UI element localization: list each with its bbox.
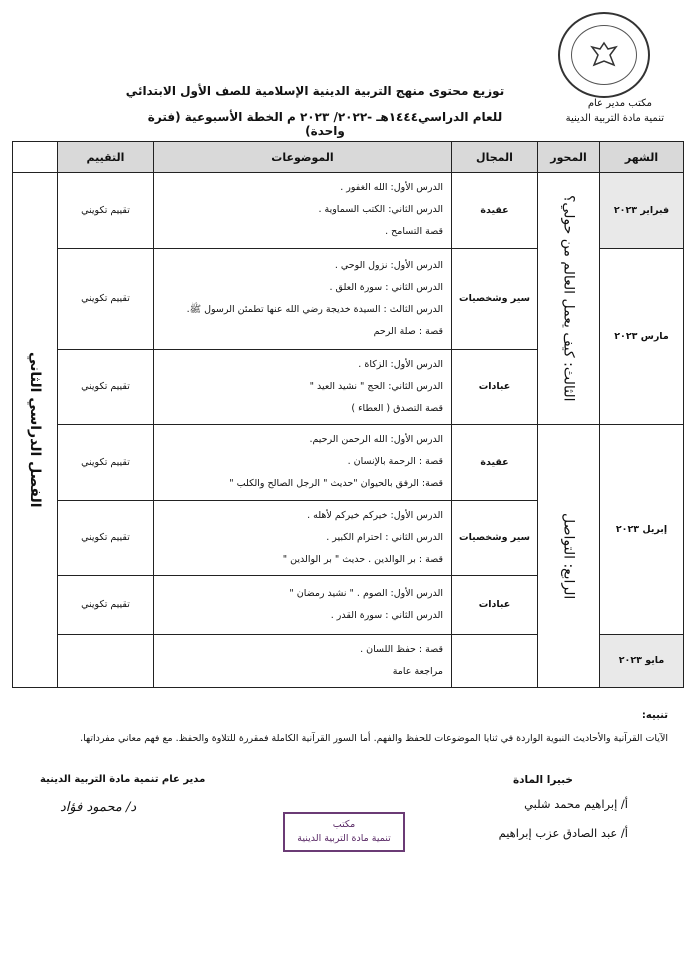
field-cell: سير وشخصيات <box>452 248 538 349</box>
header-blank <box>13 142 58 173</box>
evaluation-cell: تقييم تكويني <box>58 425 154 501</box>
note-text: الآيات القرآنية والأحاديث النبوية الواردة في ثنايا الموضوعات للحفظ والفهم. أما السور القرآنية الكاملة فمقررة للتلاوة والحفظ. مع فهم معاني مفرداتها. <box>80 733 668 744</box>
evaluation-cell: تقييم تكويني <box>58 349 154 425</box>
doc-subtitle: للعام الدراسي١٤٤٤هـ -٢٠٢٢/ ٢٠٢٣ م الخطة الأسبوعية (فترة واحدة) <box>147 110 503 138</box>
director-heading: مدير عام تنمية مادة التربية الدينية <box>40 774 206 785</box>
field-cell: عقيدة <box>452 173 538 249</box>
month-cell: إبريل ٢٠٢٣ <box>600 425 684 635</box>
topics-cell <box>154 248 452 349</box>
evaluation-cell: تقييم تكويني <box>58 576 154 634</box>
month-cell: فبراير ٢٠٢٣ <box>600 173 684 249</box>
note-heading: تنبيه: <box>641 710 668 721</box>
field-cell <box>452 634 538 687</box>
stamp-line: مكتب <box>332 819 356 830</box>
header-evaluation: التقييم <box>58 142 154 173</box>
header-topics: الموضوعات <box>154 142 452 173</box>
topic-line: الدرس الأول: الله الرحمن الرحيم. <box>309 434 443 446</box>
topic-line: قصة : الرحمة بالإنسان . <box>347 456 443 468</box>
topic-line: الدرس الثاني: الكتب السماوية . <box>318 204 443 216</box>
axis-cell <box>538 425 600 688</box>
topic-line: مراجعة عامة <box>392 665 443 677</box>
doc-title: توزيع محتوى منهج التربية الدينية الإسلامية للصف الأول الابتدائي <box>125 84 505 98</box>
topics-cell <box>154 425 452 501</box>
office-stamp <box>283 812 405 852</box>
topic-line: الدرس الثاني : سورة العلق . <box>329 281 443 293</box>
topic-line: قصة التصدق ( العطاء ) <box>351 402 443 414</box>
header-axis: المحور <box>538 142 600 173</box>
term-label: الفصل الدراسي الثاني <box>27 352 43 508</box>
axis-label: الثالث: كيف يعمل العالم من حولي؟ <box>560 195 577 402</box>
table-header-row <box>13 142 684 173</box>
topics-cell <box>154 634 452 687</box>
topic-line: الدرس الأول: نزول الوحي . <box>334 259 443 271</box>
stamp-line: تنمية مادة التربية الدينية <box>297 833 391 844</box>
topic-line: الدرس الأول: خيركم خيركم لأهله . <box>307 509 443 521</box>
evaluation-cell <box>58 634 154 687</box>
topic-line: قصة : حفظ اللسان . <box>360 643 443 655</box>
topic-line: الدرس الثاني: الحج " نشيد العيد " <box>309 380 443 392</box>
topic-line: قصة: الرفق بالحيوان "حديث " الرجل الصالح والكلب " <box>229 478 443 490</box>
expert-name: أ/ إبراهيم محمد شلبي <box>524 797 628 811</box>
topics-cell <box>154 349 452 425</box>
curriculum-table <box>12 141 684 688</box>
field-cell: عقيدة <box>452 425 538 501</box>
topic-line: قصة : صلة الرحم <box>373 325 443 337</box>
field-cell: عبادات <box>452 349 538 425</box>
evaluation-cell: تقييم تكويني <box>58 500 154 576</box>
topic-line: الدرس الثاني : سورة القدر . <box>330 609 443 621</box>
axis-cell <box>538 173 600 425</box>
ministry-logo <box>558 12 650 98</box>
table-row <box>13 425 684 501</box>
month-cell: مايو ٢٠٢٣ <box>600 634 684 687</box>
topic-line: الدرس الأول: الزكاة . <box>358 358 443 370</box>
field-cell: عبادات <box>452 576 538 634</box>
evaluation-cell: تقييم تكويني <box>58 248 154 349</box>
header-month: الشهر <box>600 142 684 173</box>
topics-cell <box>154 173 452 249</box>
topics-cell <box>154 576 452 634</box>
director-signature: د/ محمود فؤاد <box>60 800 137 815</box>
header-field: المجال <box>452 142 538 173</box>
expert-name: أ/ عبد الصادق عزب إبراهيم <box>498 826 628 840</box>
table-row <box>13 173 684 249</box>
topic-line: الدرس الأول: الله الغفور . <box>340 182 443 194</box>
experts-heading: خبيرا المادة <box>512 774 573 786</box>
eagle-emblem-icon <box>571 25 637 85</box>
term-cell <box>13 173 58 688</box>
topics-cell <box>154 500 452 576</box>
topic-line: الدرس الأول: الصوم . " نشيد رمضان " <box>289 587 443 599</box>
topic-line: قصة : بر الوالدين . حديث " بر الوالدين " <box>282 553 443 565</box>
eagle-icon <box>586 37 622 73</box>
evaluation-cell: تقييم تكويني <box>58 173 154 249</box>
field-cell: سير وشخصيات <box>452 500 538 576</box>
topic-line: الدرس الثالث : السيدة خديجة رضي الله عنها تطمئن الرسول ﷺ. <box>186 303 443 315</box>
topic-line: قصة التسامح . <box>385 226 443 238</box>
office-subtitle: تنمية مادة التربية الدينية <box>565 113 664 124</box>
office-title: مكتب مدير عام <box>587 98 652 109</box>
topic-line: الدرس الثاني : احترام الكبير . <box>326 531 443 543</box>
axis-label: الرابع: التواصل <box>560 512 577 600</box>
month-cell: مارس ٢٠٢٣ <box>600 248 684 424</box>
